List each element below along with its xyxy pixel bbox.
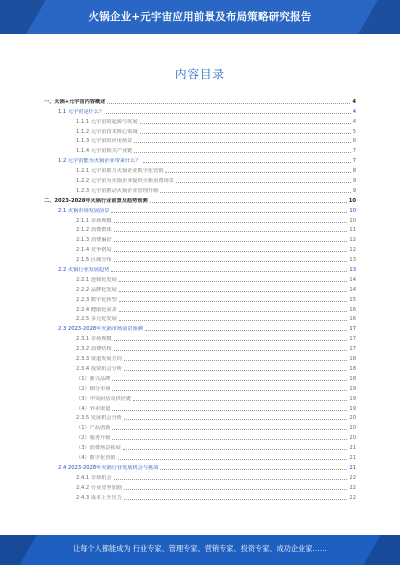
toc-entry[interactable]	[44, 293, 356, 303]
toc-entry-text: 2.3.2 消费结构	[76, 346, 112, 353]
toc-dot-leader	[124, 499, 347, 500]
toc-entry-page: 10	[349, 217, 356, 224]
toc-entry[interactable]	[44, 174, 356, 184]
toc-dot-leader	[112, 380, 347, 381]
toc-dot-leader	[160, 192, 350, 193]
toc-entry-text: 2.1.1 市场规模	[76, 217, 112, 224]
toc-dot-leader	[118, 459, 348, 460]
toc-entry-text: 2.2 火锅行业发展趋势	[58, 267, 110, 274]
toc-dot-leader	[111, 212, 347, 213]
toc-entry[interactable]	[44, 441, 356, 451]
toc-dot-leader	[114, 261, 348, 262]
toc-entry-page: 17	[349, 326, 356, 333]
toc-dot-leader	[134, 152, 350, 153]
toc-entry[interactable]	[44, 273, 356, 283]
toc-entry-page: 21	[349, 464, 356, 471]
table-of-contents	[44, 95, 356, 509]
toc-entry-text: 2.2.3 数字化转型	[76, 296, 117, 303]
toc-dot-leader	[114, 340, 348, 341]
toc-entry-text: （4）外卖渠道	[76, 405, 111, 412]
toc-entry-page: 20	[349, 415, 356, 422]
toc-entry-text: 2.4.2 行业竞争加剧	[76, 484, 122, 491]
toc-entry[interactable]	[44, 253, 356, 263]
toc-dot-leader	[124, 370, 347, 371]
toc-entry-text: （2）细分市场	[76, 385, 111, 392]
toc-entry-text: 2.4.1 市场机会	[76, 474, 112, 481]
toc-entry[interactable]	[44, 412, 356, 422]
toc-entry-page: 12	[349, 247, 356, 254]
toc-entry-text: 2.2.5 多元化发展	[76, 316, 117, 323]
toc-dot-leader	[114, 241, 348, 242]
toc-dot-leader	[119, 311, 348, 312]
toc-entry-text: 二、2023-2028年火锅行业前景及趋势预测	[44, 197, 148, 204]
toc-dot-leader	[124, 489, 347, 490]
toc-entry-text: 1.1.4 元宇宙相关产业链	[76, 148, 133, 155]
toc-dot-leader	[107, 103, 350, 104]
toc-entry-text: 1.1.2 元宇宙技术核心领域	[76, 128, 138, 135]
toc-dot-leader	[145, 330, 348, 331]
toc-entry[interactable]	[44, 471, 356, 481]
toc-entry-text: 2.1.4 竞争格局	[76, 247, 112, 254]
toc-entry-text: （4）数字化营销	[76, 454, 116, 461]
toc-entry-page: 19	[349, 395, 356, 402]
toc-dot-leader	[119, 301, 348, 302]
toc-dot-leader	[114, 251, 348, 252]
toc-entry-text: 1.2.3 元宇宙推动火锅企业管理升级	[76, 187, 159, 194]
toc-dot-leader	[114, 222, 348, 223]
toc-entry[interactable]	[44, 144, 356, 154]
toc-dot-leader	[140, 133, 351, 134]
toc-entry-text: （1）新兴品牌	[76, 375, 111, 382]
toc-entry-text: 1.2.1 元宇宙助力火锅企业数字化营销	[76, 168, 164, 175]
toc-dot-leader	[114, 479, 348, 480]
toc-dot-leader	[123, 449, 348, 450]
toc-dot-leader	[112, 410, 347, 411]
toc-entry-text: （3）中央厨房及供应链	[76, 395, 132, 402]
toc-entry-page: 6	[352, 138, 356, 145]
toc-dot-leader	[176, 182, 351, 183]
toc-entry-page: 17	[349, 346, 356, 353]
toc-entry-page: 9	[352, 187, 356, 194]
toc-entry-page: 18	[349, 375, 356, 382]
toc-entry-text: 1.1.3 元宇宙的应用场景	[76, 138, 133, 145]
toc-dot-leader	[143, 162, 351, 163]
toc-entry[interactable]	[44, 342, 356, 352]
toc-entry[interactable]	[44, 135, 356, 145]
toc-entry-text: 2.3 2023-2028年火锅市场前景预测	[58, 326, 143, 333]
toc-dot-leader	[114, 231, 348, 232]
toc-entry[interactable]	[44, 233, 356, 243]
toc-entry-page: 11	[349, 227, 356, 234]
toc-dot-leader	[114, 350, 348, 351]
footer-slogan: 让每个人都能成为 行业专家、管理专家、营销专家、投资专家、成功企业家……	[73, 544, 327, 553]
toc-entry-page: 22	[349, 484, 356, 491]
toc-entry-page: 4	[352, 98, 356, 105]
toc-dot-leader	[112, 390, 347, 391]
toc-entry-text: 一、火锅+元宇宙内容概述	[44, 98, 106, 105]
toc-entry[interactable]	[44, 362, 356, 372]
toc-entry-page: 16	[349, 316, 356, 323]
toc-entry-page: 5	[352, 128, 356, 135]
toc-entry[interactable]	[44, 204, 356, 214]
toc-entry[interactable]	[44, 481, 356, 491]
toc-entry[interactable]	[44, 125, 356, 135]
toc-entry-page: 17	[349, 336, 356, 343]
page-header	[0, 0, 400, 34]
toc-entry-text: 2.4.3 成本上升压力	[76, 494, 122, 501]
toc-entry-text: 2.1.3 消费偏好	[76, 237, 112, 244]
toc-entry-page: 16	[349, 306, 356, 313]
toc-dot-leader	[112, 429, 347, 430]
toc-entry[interactable]	[44, 194, 356, 204]
toc-dot-leader	[160, 469, 347, 470]
toc-entry[interactable]	[44, 313, 356, 323]
toc-entry[interactable]	[44, 115, 356, 125]
toc-entry-text: （2）服务升级	[76, 435, 111, 442]
toc-entry-page: 21	[349, 454, 356, 461]
toc-entry-page: 19	[349, 405, 356, 412]
toc-entry-page: 20	[349, 425, 356, 432]
report-title: 火锅企业+元宇宙应用前景及布局策略研究报告	[88, 11, 312, 23]
toc-entry-page: 12	[349, 237, 356, 244]
toc-entry[interactable]	[44, 372, 356, 382]
toc-dot-leader	[124, 360, 347, 361]
toc-entry-page: 14	[349, 276, 356, 283]
toc-entry-page: 4	[352, 108, 356, 115]
toc-entry[interactable]	[44, 392, 356, 402]
toc-entry[interactable]	[44, 382, 356, 392]
toc-entry-text: 2.3.4 投资机会分析	[76, 365, 122, 372]
toc-dot-leader	[119, 291, 348, 292]
toc-entry-page: 10	[349, 207, 356, 214]
toc-entry[interactable]	[44, 263, 356, 273]
toc-entry-page: 22	[349, 474, 356, 481]
toc-entry-page: 13	[349, 267, 356, 274]
toc-entry[interactable]	[44, 95, 356, 105]
toc-entry[interactable]	[44, 421, 356, 431]
toc-entry-page: 22	[349, 494, 356, 501]
toc-entry-text: 1.2 元宇宙能为火锅企业带来什么？	[58, 158, 141, 165]
toc-entry-text: （3）消费场景拓展	[76, 445, 121, 452]
toc-entry-page: 8	[352, 168, 356, 175]
toc-dot-leader	[140, 123, 351, 124]
toc-dot-leader	[106, 113, 350, 114]
toc-entry[interactable]	[44, 461, 356, 471]
toc-entry-page: 18	[349, 365, 356, 372]
toc-entry[interactable]	[44, 105, 356, 115]
page-footer	[0, 535, 400, 565]
toc-entry[interactable]	[44, 224, 356, 234]
toc-dot-leader	[133, 400, 347, 401]
toc-entry[interactable]	[44, 352, 356, 362]
toc-entry[interactable]	[44, 491, 356, 501]
toc-entry-text: （1）产品创新	[76, 425, 111, 432]
toc-dot-leader	[134, 142, 350, 143]
toc-entry-page: 20	[349, 435, 356, 442]
toc-entry-page: 14	[349, 286, 356, 293]
toc-entry[interactable]	[44, 303, 356, 313]
toc-entry-page: 7	[352, 148, 356, 155]
toc-dot-leader	[112, 439, 347, 440]
toc-dot-leader	[119, 281, 348, 282]
toc-entry-text: 2.1 火锅市场发展前景	[58, 207, 110, 214]
toc-dot-leader	[119, 320, 348, 321]
toc-entry-page: 9	[352, 178, 356, 185]
toc-entry-text: 2.1.5 区域分布	[76, 257, 112, 264]
toc-entry-page: 7	[352, 158, 356, 165]
toc-entry-page: 21	[349, 445, 356, 452]
toc-entry[interactable]	[44, 322, 356, 332]
toc-entry-text: 2.3.1 市场规模	[76, 336, 112, 343]
toc-entry[interactable]	[44, 184, 356, 194]
toc-entry-text: 2.3.5 发展机会分析	[76, 415, 122, 422]
toc-entry-page: 19	[349, 385, 356, 392]
toc-entry[interactable]	[44, 431, 356, 441]
toc-heading: 内容目录	[175, 67, 225, 81]
toc-entry-text: 2.3.3 渠道发展方向	[76, 356, 122, 363]
toc-entry-text: 2.4 2023-2028年火锅行业发展机会与挑战	[58, 464, 159, 471]
toc-entry[interactable]	[44, 154, 356, 164]
toc-entry-page: 4	[352, 118, 356, 125]
toc-entry-text: 1.2.2 元宇宙为火锅企业提供全新消费场景	[76, 178, 174, 185]
toc-entry[interactable]	[44, 214, 356, 224]
toc-entry-page: 18	[349, 356, 356, 363]
toc-dot-leader	[111, 271, 347, 272]
toc-entry[interactable]	[44, 243, 356, 253]
toc-entry[interactable]	[44, 332, 356, 342]
toc-dot-leader	[150, 202, 347, 203]
toc-entry-text: 2.1.2 消费群体	[76, 227, 112, 234]
toc-entry-text: 2.2.2 品牌化发展	[76, 286, 117, 293]
toc-entry[interactable]	[44, 283, 356, 293]
toc-entry-page: 13	[349, 257, 356, 264]
toc-entry[interactable]	[44, 402, 356, 412]
toc-entry-text: 2.2.1 连锁化发展	[76, 276, 117, 283]
toc-entry-page: 10	[348, 197, 356, 204]
toc-dot-leader	[124, 419, 347, 420]
toc-entry[interactable]	[44, 451, 356, 461]
toc-entry-text: 1.1.1 元宇宙的起源与发展	[76, 118, 138, 125]
toc-dot-leader	[165, 172, 350, 173]
toc-entry-page: 15	[349, 296, 356, 303]
toc-entry-text: 1.1 元宇宙是什么？	[58, 108, 105, 115]
toc-entry[interactable]	[44, 164, 356, 174]
toc-entry-text: 2.2.4 健康化需求	[76, 306, 117, 313]
